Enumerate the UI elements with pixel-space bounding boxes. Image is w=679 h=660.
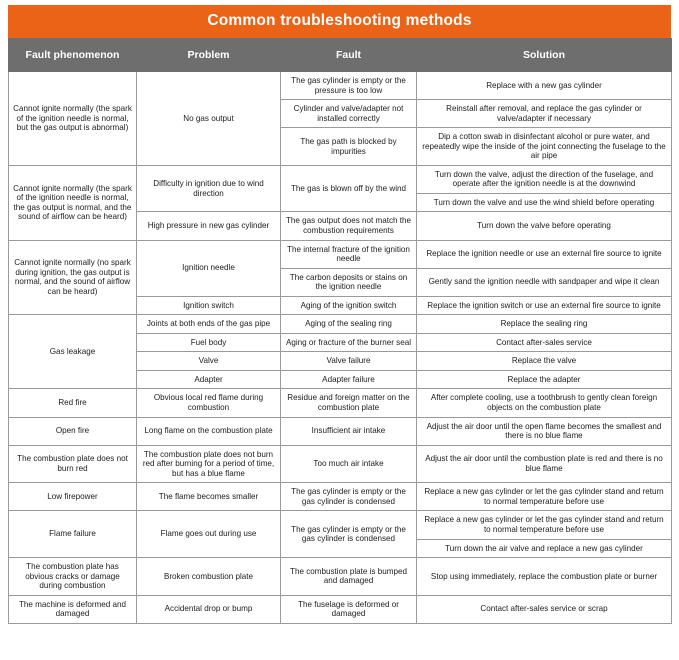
cell-fault: The gas cylinder is empty or the gas cylinder is condensed	[281, 511, 417, 558]
table-row	[9, 511, 672, 539]
table-row	[9, 389, 672, 417]
cell-solution: Reinstall after removal, and replace the gas cylinder or valve/adapter if necessary	[417, 100, 672, 128]
cell-solution: After complete cooling, use a toothbrush to gently clean foreign objects on the combustion plate	[417, 389, 672, 417]
cell-solution: Turn down the air valve and replace a new gas cylinder	[417, 539, 672, 558]
cell-problem: Adapter	[137, 370, 281, 389]
cell-fault-phenomenon: Cannot ignite normally (the spark of the ignition needle is normal, the gas output is normal, and the sound of airflow can be heard)	[9, 165, 137, 240]
cell-solution: Contact after-sales service or scrap	[417, 595, 672, 623]
cell-solution: Replace the valve	[417, 352, 672, 371]
cell-problem: Long flame on the combustion plate	[137, 417, 281, 445]
column-header-fault: Fault	[281, 39, 417, 72]
cell-solution: Replace the adapter	[417, 370, 672, 389]
cell-fault-phenomenon: The combustion plate does not burn red	[9, 445, 137, 483]
cell-solution: Gently sand the ignition needle with sandpaper and wipe it clean	[417, 268, 672, 296]
table-row	[9, 240, 672, 268]
cell-fault: Aging of the sealing ring	[281, 315, 417, 334]
column-header-solution: Solution	[417, 39, 672, 72]
cell-fault: Valve failure	[281, 352, 417, 371]
table-row	[9, 315, 672, 334]
cell-fault: The gas cylinder is empty or the gas cylinder is condensed	[281, 483, 417, 511]
cell-fault: The carbon deposits or stains on the ignition needle	[281, 268, 417, 296]
cell-problem: High pressure in new gas cylinder	[137, 212, 281, 240]
cell-fault-phenomenon: Red fire	[9, 389, 137, 417]
cell-problem: The flame becomes smaller	[137, 483, 281, 511]
cell-fault: The fuselage is deformed or damaged	[281, 595, 417, 623]
cell-fault: Cylinder and valve/adapter not installed correctly	[281, 100, 417, 128]
cell-fault: Insufficient air intake	[281, 417, 417, 445]
cell-fault-phenomenon: Flame failure	[9, 511, 137, 558]
cell-problem: Broken combustion plate	[137, 558, 281, 596]
table-row	[9, 72, 672, 100]
cell-fault-phenomenon: Cannot ignite normally (no spark during ignition, the gas output is normal, and the sound of airflow can be heard)	[9, 240, 137, 315]
cell-fault: The gas is blown off by the wind	[281, 165, 417, 212]
cell-solution: Replace the ignition needle or use an external fire source to ignite	[417, 240, 672, 268]
table-header-row	[9, 39, 672, 72]
table-body	[9, 72, 672, 624]
cell-fault: The internal fracture of the ignition needle	[281, 240, 417, 268]
cell-solution: Replace with a new gas cylinder	[417, 72, 672, 100]
cell-fault: The gas cylinder is empty or the pressure is too low	[281, 72, 417, 100]
cell-problem: Ignition switch	[137, 296, 281, 315]
cell-fault-phenomenon: The machine is deformed and damaged	[9, 595, 137, 623]
cell-solution: Adjust the air door until the open flame becomes the smallest and there is no blue flame	[417, 417, 672, 445]
cell-fault-phenomenon: Open fire	[9, 417, 137, 445]
cell-fault: The combustion plate is bumped and damaged	[281, 558, 417, 596]
table-row	[9, 417, 672, 445]
cell-fault: Too much air intake	[281, 445, 417, 483]
cell-fault: The gas output does not match the combustion requirements	[281, 212, 417, 240]
cell-fault: Aging of the ignition switch	[281, 296, 417, 315]
troubleshooting-page	[0, 5, 679, 660]
cell-fault-phenomenon: Cannot ignite normally (the spark of the ignition needle is normal, but the gas output is abnormal)	[9, 72, 137, 166]
cell-problem: Ignition needle	[137, 240, 281, 296]
cell-solution: Replace a new gas cylinder or let the gas cylinder stand and return to normal temperature before use	[417, 483, 672, 511]
table-row	[9, 445, 672, 483]
cell-problem: Joints at both ends of the gas pipe	[137, 315, 281, 334]
cell-fault-phenomenon: The combustion plate has obvious cracks or damage during combustion	[9, 558, 137, 596]
troubleshooting-table	[8, 38, 672, 624]
cell-solution: Turn down the valve and use the wind shield before operating	[417, 193, 672, 212]
cell-fault: Adapter failure	[281, 370, 417, 389]
cell-solution: Replace a new gas cylinder or let the gas cylinder stand and return to normal temperature before use	[417, 511, 672, 539]
cell-fault: The gas path is blocked by impurities	[281, 128, 417, 166]
page-title: Common troubleshooting methods	[8, 5, 671, 38]
cell-problem: Difficulty in ignition due to wind direction	[137, 165, 281, 212]
table-row	[9, 558, 672, 596]
column-header-fault-phenomenon: Fault phenomenon	[9, 39, 137, 72]
cell-solution: Adjust the air door until the combustion plate is red and there is no blue flame	[417, 445, 672, 483]
cell-solution: Replace the ignition switch or use an external fire source to ignite	[417, 296, 672, 315]
cell-fault: Residue and foreign matter on the combustion plate	[281, 389, 417, 417]
column-header-problem: Problem	[137, 39, 281, 72]
cell-fault: Aging or fracture of the burner seal	[281, 333, 417, 352]
cell-fault-phenomenon: Gas leakage	[9, 315, 137, 389]
cell-solution: Contact after-sales service	[417, 333, 672, 352]
table-row	[9, 595, 672, 623]
cell-problem: Flame goes out during use	[137, 511, 281, 558]
table-row	[9, 483, 672, 511]
cell-solution: Dip a cotton swab in disinfectant alcohol or pure water, and repeatedly wipe the inside of the joint connecting the fuselage to the air pipe	[417, 128, 672, 166]
cell-solution: Turn down the valve, adjust the direction of the fuselage, and operate after the ignition needle is at the downwind	[417, 165, 672, 193]
cell-problem: Accidental drop or bump	[137, 595, 281, 623]
cell-problem: Valve	[137, 352, 281, 371]
cell-solution: Replace the sealing ring	[417, 315, 672, 334]
cell-problem: Fuel body	[137, 333, 281, 352]
cell-problem: The combustion plate does not burn red after burning for a period of time, but has a blue flame	[137, 445, 281, 483]
cell-solution: Stop using immediately, replace the combustion plate or burner	[417, 558, 672, 596]
cell-solution: Turn down the valve before operating	[417, 212, 672, 240]
cell-fault-phenomenon: Low firepower	[9, 483, 137, 511]
cell-problem: Obvious local red flame during combustion	[137, 389, 281, 417]
table-row	[9, 165, 672, 193]
cell-problem: No gas output	[137, 72, 281, 166]
